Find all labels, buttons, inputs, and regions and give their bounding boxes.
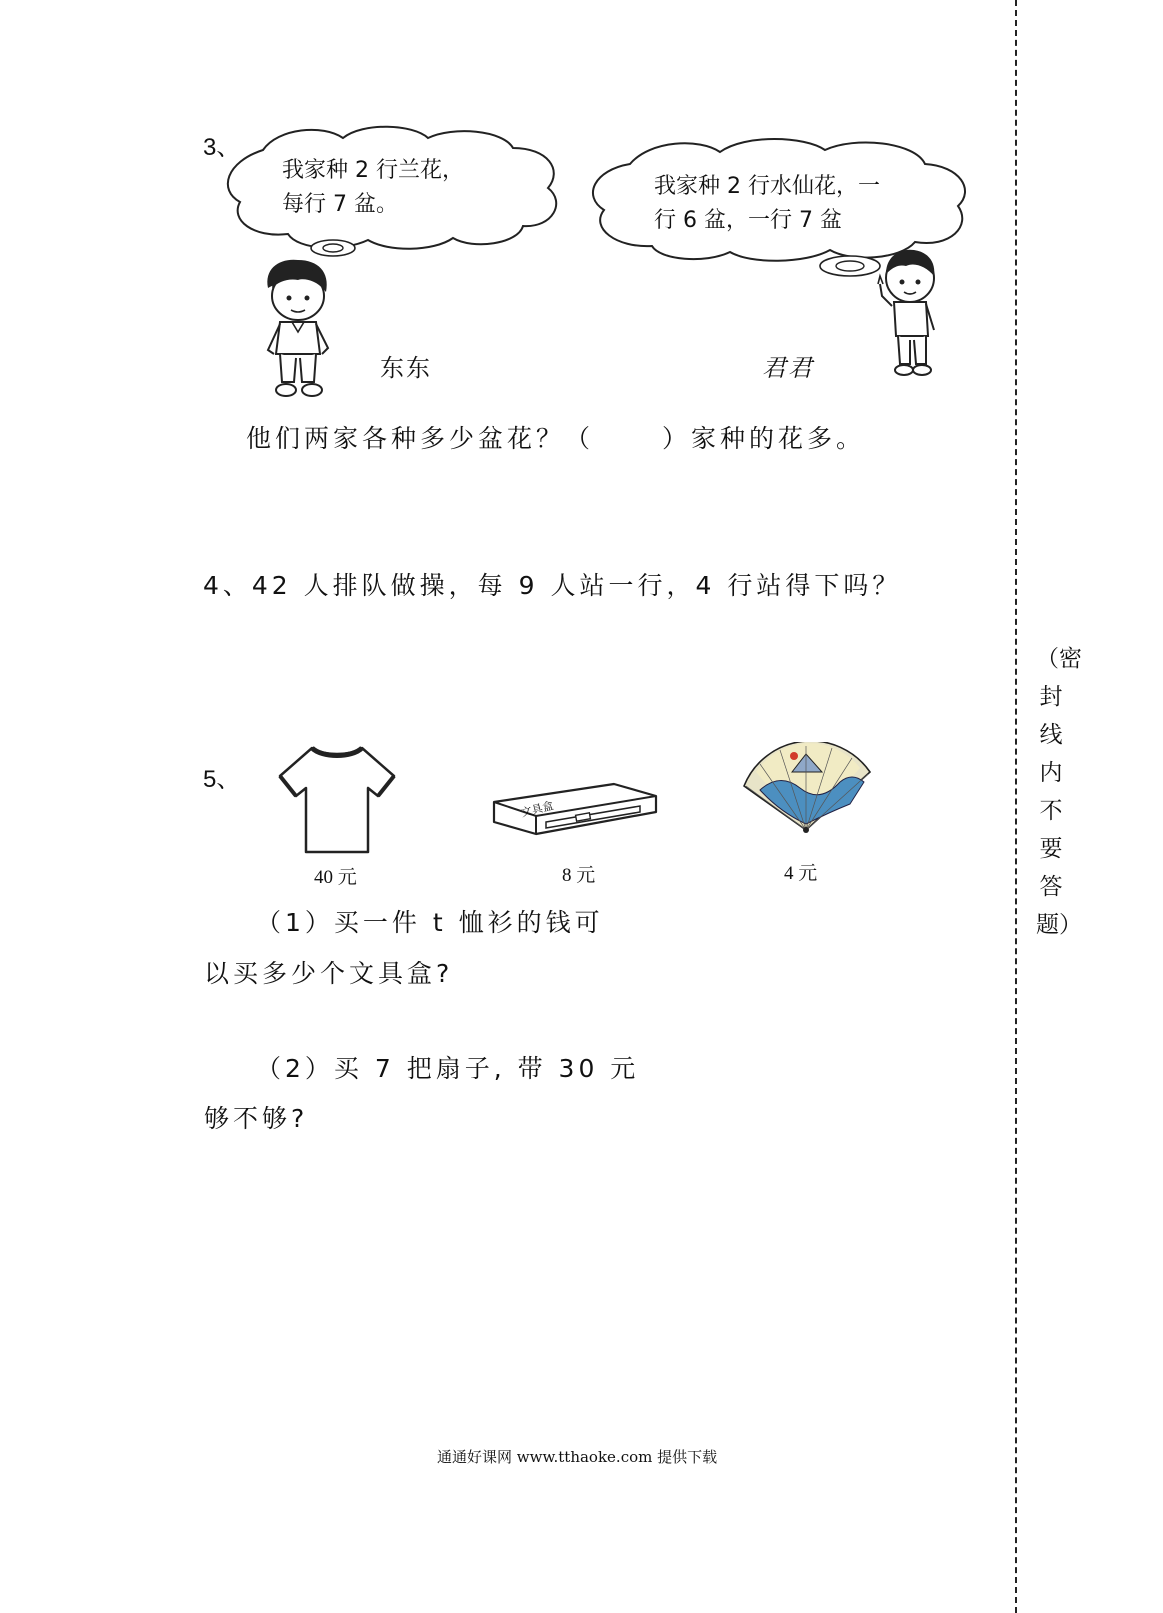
question-5-sub1-line2: 以买多少个文具盒?: [204, 959, 454, 988]
fan-price: 4 元: [784, 863, 818, 884]
question-3-number: 3、: [203, 134, 241, 161]
question-3-text: [246, 426, 865, 451]
seal-notice: （密封线内不要答题）: [1036, 646, 1082, 938]
name-dongdong: 东东: [380, 354, 432, 382]
question-5-sub1-line1: （1）买一件 t 恤衫的钱可: [256, 908, 604, 937]
question-5-sub2-line2: 够不够?: [204, 1104, 309, 1133]
junjun-speech-line2: 行 6 盆，一行 7 盆: [654, 208, 842, 233]
question-4-text: 4、42 人排队做操，每 9 人站一行，4 行站得下吗？: [203, 571, 902, 600]
dongdong-speech-line1: 我家种 2 行兰花，: [282, 158, 464, 183]
question-5-sub2-line1: （2）买 7 把扇子, 带 30 元: [256, 1054, 640, 1083]
dongdong-speech-line2: 每行 7 盆。: [282, 192, 398, 217]
boy-dongdong-icon: [258, 258, 338, 400]
tshirt-price: 40 元: [314, 867, 357, 888]
boy-junjun-icon: [870, 244, 950, 378]
question-5-number: 5、: [203, 766, 241, 793]
fan-icon: [740, 742, 876, 836]
junjun-speech-line1: 我家种 2 行水仙花，一: [654, 174, 880, 199]
pencil-box-icon: [490, 782, 660, 840]
name-junjun: 君君: [762, 354, 814, 382]
seal-dashed-line: [1015, 0, 1017, 1613]
pencil-box-label: 文具盒: [519, 798, 555, 820]
question-3-part2: ）家种的花多。: [662, 424, 866, 453]
pencil-box-price: 8 元: [562, 865, 596, 886]
footer-source: 通通好课网 www.tthaoke.com 提供下载: [437, 1448, 718, 1466]
question-3-part1: 他们两家各种多少盆花？（: [246, 424, 595, 453]
tshirt-icon: [272, 742, 402, 857]
